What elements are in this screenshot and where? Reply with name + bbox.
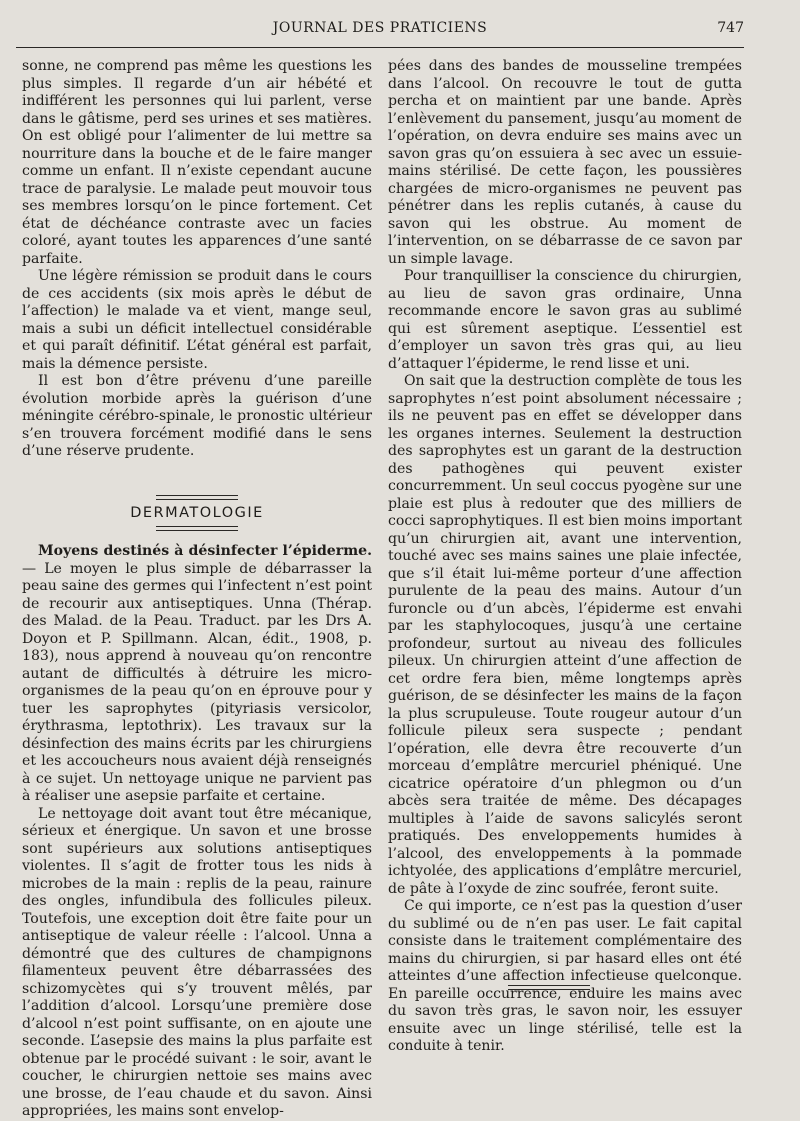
left-column [22, 58, 372, 1121]
paragraph-case-continuation: sonne, ne comprend pas même les questions les plus simples. Il regarde d’un air hébété et indifférent les personnes qui lui parlent, verse dans le gâtisme, perd ses urines et ses matières. On est obligé pour l’alimenter de lui mettre sa nourriture dans la bouche et de le faire manger comme un enfant. Il n’existe cependant aucune trace de paralysie. Le malade peut mouvoir tous ses membres lorsqu’on le pince fortement. Cet état de déchéance contraste avec un facies coloré, ayant toutes les apparences d’une santé parfaite. [22, 58, 372, 267]
paragraph-dressing: pées dans des bandes de mousseline trempées dans l’alcool. On recouvre le tout de gutta percha et on maintient par une bande. Après l’enlèvement du pansement, jusqu’au moment de l’opération, on devra enduire ses mains avec un savon gras qu’on essuiera à sec avec un essuie-mains stérilisé. De cette façon, les poussières chargées de micro-organismes ne peuvent pas pénétrer dans les replis cutanés, à cause du savon qui les obstrue. Au moment de l’intervention, on se débarrasse de ce savon par un simple lavage. [388, 58, 742, 267]
header-rule [16, 47, 744, 48]
journal-title: JOURNAL DES PRATICIENS [272, 20, 488, 36]
article-title: Moyens destinés à désinfecter l’épiderme. [38, 543, 372, 559]
paragraph-prognosis: Il est bon d’être prévenu d’une pareille évolution morbide après la guérison d’une méningite cérébro-spinale, le pronostic ultérieur s’en trouvera forcément modifié dans le sens d’une réserve prudente. [22, 373, 372, 459]
page-number: 747 [717, 20, 744, 36]
section-title: DERMATOLOGIE [130, 504, 264, 521]
paragraph-conclusion: Ce qui importe, ce n’est pas la question d’user du sublimé ou de n’en pas user. Le fait capital consiste dans le traitement complémentaire des mains du chirurgien, si par hasard elles ont été atteintes d’une affection infectieuse quelconque. En pareille occurrence, enduire les mains avec du savon très gras, le savon noir, les essuyer ensuite avec un linge stérilisé, telle est la conduite à tenir. [388, 898, 742, 1054]
article-intro-text: — Le moyen le plus simple de débarrasser la peau saine des germes qui l’infectent n’est point de recourir aux antiseptiques. Unna (Thérap. des Malad. de la Peau. Traduct. par les Drs A. Doyon et P. Spillmann. Alcan, édit., 1908, p. 183), nous apprend à nouveau qu’on rencontre autant de difficultés à détruire les micro-organismes de la peau qu’on en éprouve pour y tuer les saprophytes (pityriasis versicolor, érythrasma, leptothrix). Les travaux sur la désinfection des mains écrits par les chirurgiens et les accoucheurs nous avaient déjà renseignés à ce sujet. Un nettoyage unique ne parvient pas à réaliser une asepsie parfaite et certaine. [22, 560, 372, 804]
paragraph-sublimate-soap: Pour tranquilliser la conscience du chirurgien, au lieu de savon gras ordinaire, Unna recommande encore le savon gras au sublimé qui est sûrement aseptique. L’essentiel est d’employer un savon très gras qui, au lieu d’attaquer l’épiderme, le rend lisse et uni. [388, 268, 742, 372]
paragraph-cleaning: Le nettoyage doit avant tout être mécanique, sérieux et énergique. Un savon et une brosse sont supérieurs aux solutions antiseptiques violentes. Il s’agit de frotter tous les nids à microbes de la main : replis de la peau, rainure des ongles, infundibula des follicules pileux. Toutefois, une exception doit être faite pour un antiseptique de valeur réelle : l’alcool. Unna a démontré que des cultures de champignons filamenteux peuvent être débarrassées des schizomycètes qui s’y trouvent mêlés, par l’addition d’alcool. Lorsqu’une première dose d’alcool n’est point suffisante, on en ajoute une seconde. L’asepsie des mains la plus parfaite est obtenue par le procédé suivant : le soir, avant le coucher, le chirurgien nettoie ses mains avec une brosse, de l’eau chaude et du savon. Ainsi appropriées, les mains sont envelop- [22, 805, 372, 1119]
paragraph-saprophytes: On sait que la destruction complète de tous les saprophytes n’est point absolument nécessaire ; ils ne peuvent pas en effet se développer dans les organes internes. Seulement la destruction des saprophytes est un garant de la destruction des pathogènes qui peuvent exister concurremment. Un seul coccus pyogène sur une plaie est plus à redouter que des milliers de cocci saprophytiques. Il est bien moins important qu’un chirurgien ait, avant une intervention, touché avec ses mains saines une plaie infectée, que s’il était lui-même porteur d’une affection purulente de la peau des mains. Autour d’un furoncle ou d’un abcès, l’épiderme est envahi par les staphylocoques, jusqu’à une certaine profondeur, surtout au niveau des follicules pileux. Un chirurgien atteint d’une affection de cet ordre fera bien, même longtemps après guérison, de se désinfecter les mains de la façon la plus scrupuleuse. Toute rougeur autour d’un follicule pileux sera suspecte ; pendant l’opération, elle devra être recouverte d’un morceau d’emplâtre mercuriel phéniqué. Une cicatrice opératoire d’un phlegmon ou d’un abcès sera traitée de même. Des décapages multiples à l’aide de savons salicylés seront pratiqués. Des enveloppements humides à l’alcool, des enveloppements à la pommade ichtyolée, des applications d’emplâtre mercuriel, de pâte à l’oxyde de zinc soufrée, feront suite. [388, 373, 742, 897]
paragraph-remission: Une légère rémission se produit dans le cours de ces accidents (six mois après le début de l’affection) le malade va et vient, mange seul, mais a subi un déficit intellectuel considérable et qui paraît définitif. L’état général est parfait, mais la démence persiste. [22, 268, 372, 372]
section-rule-bottom [156, 526, 238, 531]
right-column [388, 58, 742, 1056]
section-rule-top [156, 495, 238, 500]
end-rule [508, 985, 590, 990]
paragraph-article-intro [22, 543, 372, 806]
page-header [16, 18, 744, 42]
